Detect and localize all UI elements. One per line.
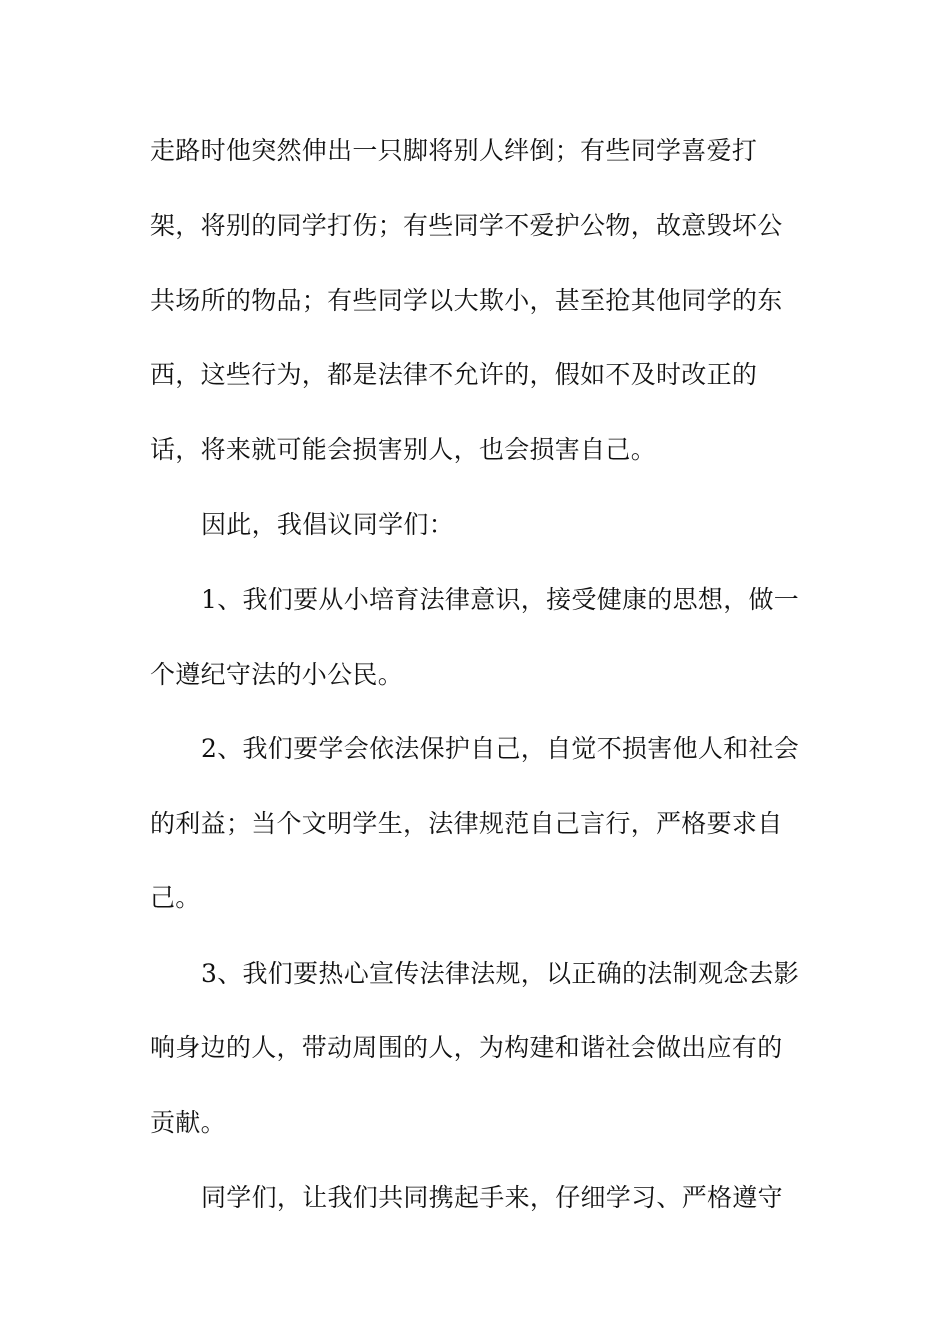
paragraph-line: 架，将别的同学打伤；有些同学不爱护公物，故意毁坏公 — [150, 211, 783, 240]
list-item-1-line: 个遵纪守法的小公民。 — [150, 660, 404, 689]
paragraph-line: 西，这些行为，都是法律不允许的，假如不及时改正的 — [150, 360, 758, 389]
list-item-3-line: 3、我们要热心宣传法律法规，以正确的法制观念去影 — [201, 959, 800, 988]
list-item-1-line: 1、我们要从小培育法律意识，接受健康的思想，做一 — [201, 585, 800, 614]
list-item-2-line: 的利益；当个文明学生，法律规范自己言行，严格要求自 — [150, 809, 783, 838]
list-item-2-line: 己。 — [150, 883, 201, 912]
list-item-2-line: 2、我们要学会依法保护自己，自觉不损害他人和社会 — [201, 734, 800, 763]
paragraph-line: 因此，我倡议同学们： — [201, 510, 455, 539]
paragraph-line: 同学们，让我们共同携起手来，仔细学习、严格遵守 — [201, 1183, 783, 1212]
list-item-3-line: 贡献。 — [150, 1108, 226, 1137]
paragraph-line: 话，将来就可能会损害别人，也会损害自己。 — [150, 435, 657, 464]
list-item-3-line: 响身边的人，带动周围的人，为构建和谐社会做出应有的 — [150, 1033, 783, 1062]
paragraph-line: 走路时他突然伸出一只脚将别人绊倒；有些同学喜爱打 — [150, 136, 758, 165]
paragraph-line: 共场所的物品；有些同学以大欺小，甚至抢其他同学的东 — [150, 286, 783, 315]
